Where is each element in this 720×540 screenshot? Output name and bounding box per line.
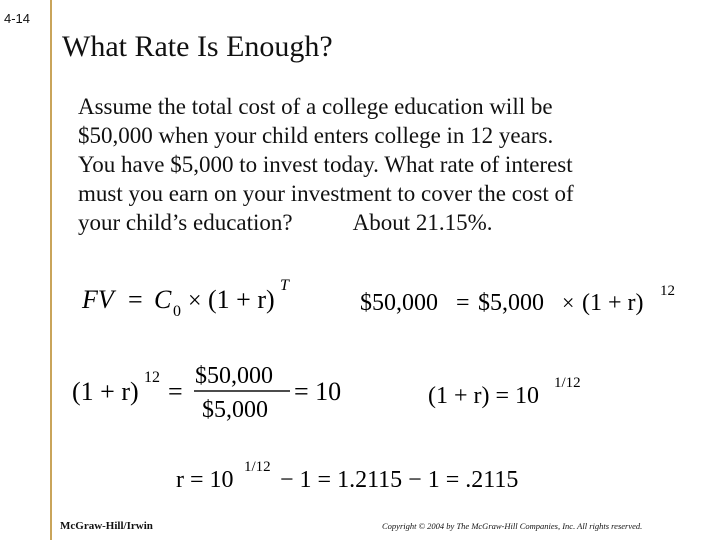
body-line-4: must you earn on your investment to cover the cost of xyxy=(78,181,574,206)
rate-lhs: r = 10 xyxy=(176,467,234,493)
formula-general-svg xyxy=(82,268,312,328)
growth-factor: (1 + r) xyxy=(72,377,139,406)
fraction-numerator: $50,000 xyxy=(195,363,273,389)
exponent-t: T xyxy=(280,277,289,294)
formula-specific xyxy=(360,275,700,330)
body-line-1: Assume the total cost of a college education will be xyxy=(78,94,553,119)
equals-sign: = xyxy=(128,285,143,314)
growth-factor: (1 + r) xyxy=(582,290,644,316)
equals-sign: = xyxy=(168,377,183,406)
fraction-denominator: $5,000 xyxy=(202,397,268,423)
formula-specific-svg xyxy=(360,275,700,325)
times-sign: × xyxy=(188,288,202,314)
growth-factor: (1 + r) xyxy=(208,285,275,314)
rate-rhs: − 1 = 1.2115 − 1 = .2115 xyxy=(280,467,519,493)
growth-factor-equation: (1 + r) = 10 xyxy=(428,383,540,409)
formula-ratio-svg xyxy=(72,355,372,435)
footer-publisher: McGraw-Hill/Irwin xyxy=(60,520,153,532)
vertical-rule xyxy=(50,0,52,540)
equals-ten: = 10 xyxy=(294,377,342,406)
present-value: $5,000 xyxy=(478,290,544,316)
times-sign: × xyxy=(562,290,575,315)
exponent-one-twelfth: 1/12 xyxy=(554,375,581,391)
body-line-5 xyxy=(78,208,708,237)
slide-title: What Rate Is Enough? xyxy=(62,30,333,63)
body-line-3: You have $5,000 to invest today. What rate of interest xyxy=(78,152,573,177)
formula-root xyxy=(428,370,628,420)
body-line-2: $50,000 when your child enters college in 12 years. xyxy=(78,123,554,148)
body-line-5-text: your child’s education? xyxy=(78,210,293,235)
equals-sign: = xyxy=(456,290,470,316)
formula-root-svg xyxy=(428,370,628,415)
problem-text xyxy=(78,92,708,237)
exponent-one-twelfth: 1/12 xyxy=(244,459,271,475)
c-symbol: C xyxy=(154,285,172,314)
answer-text: About 21.15%. xyxy=(352,210,493,235)
exponent-12: 12 xyxy=(660,283,675,299)
footer-copyright: Copyright © 2004 by The McGraw-Hill Companies, Inc. All rights reserved. xyxy=(382,521,643,531)
formula-result-svg xyxy=(176,455,576,500)
fv-symbol: FV xyxy=(82,285,114,314)
future-value: $50,000 xyxy=(360,290,438,316)
formula-ratio xyxy=(72,355,372,440)
c-subscript: 0 xyxy=(173,303,181,320)
slide-number: 4-14 xyxy=(4,11,31,26)
formula-general xyxy=(82,268,312,333)
exponent-12: 12 xyxy=(144,369,160,386)
formula-result xyxy=(176,455,576,505)
